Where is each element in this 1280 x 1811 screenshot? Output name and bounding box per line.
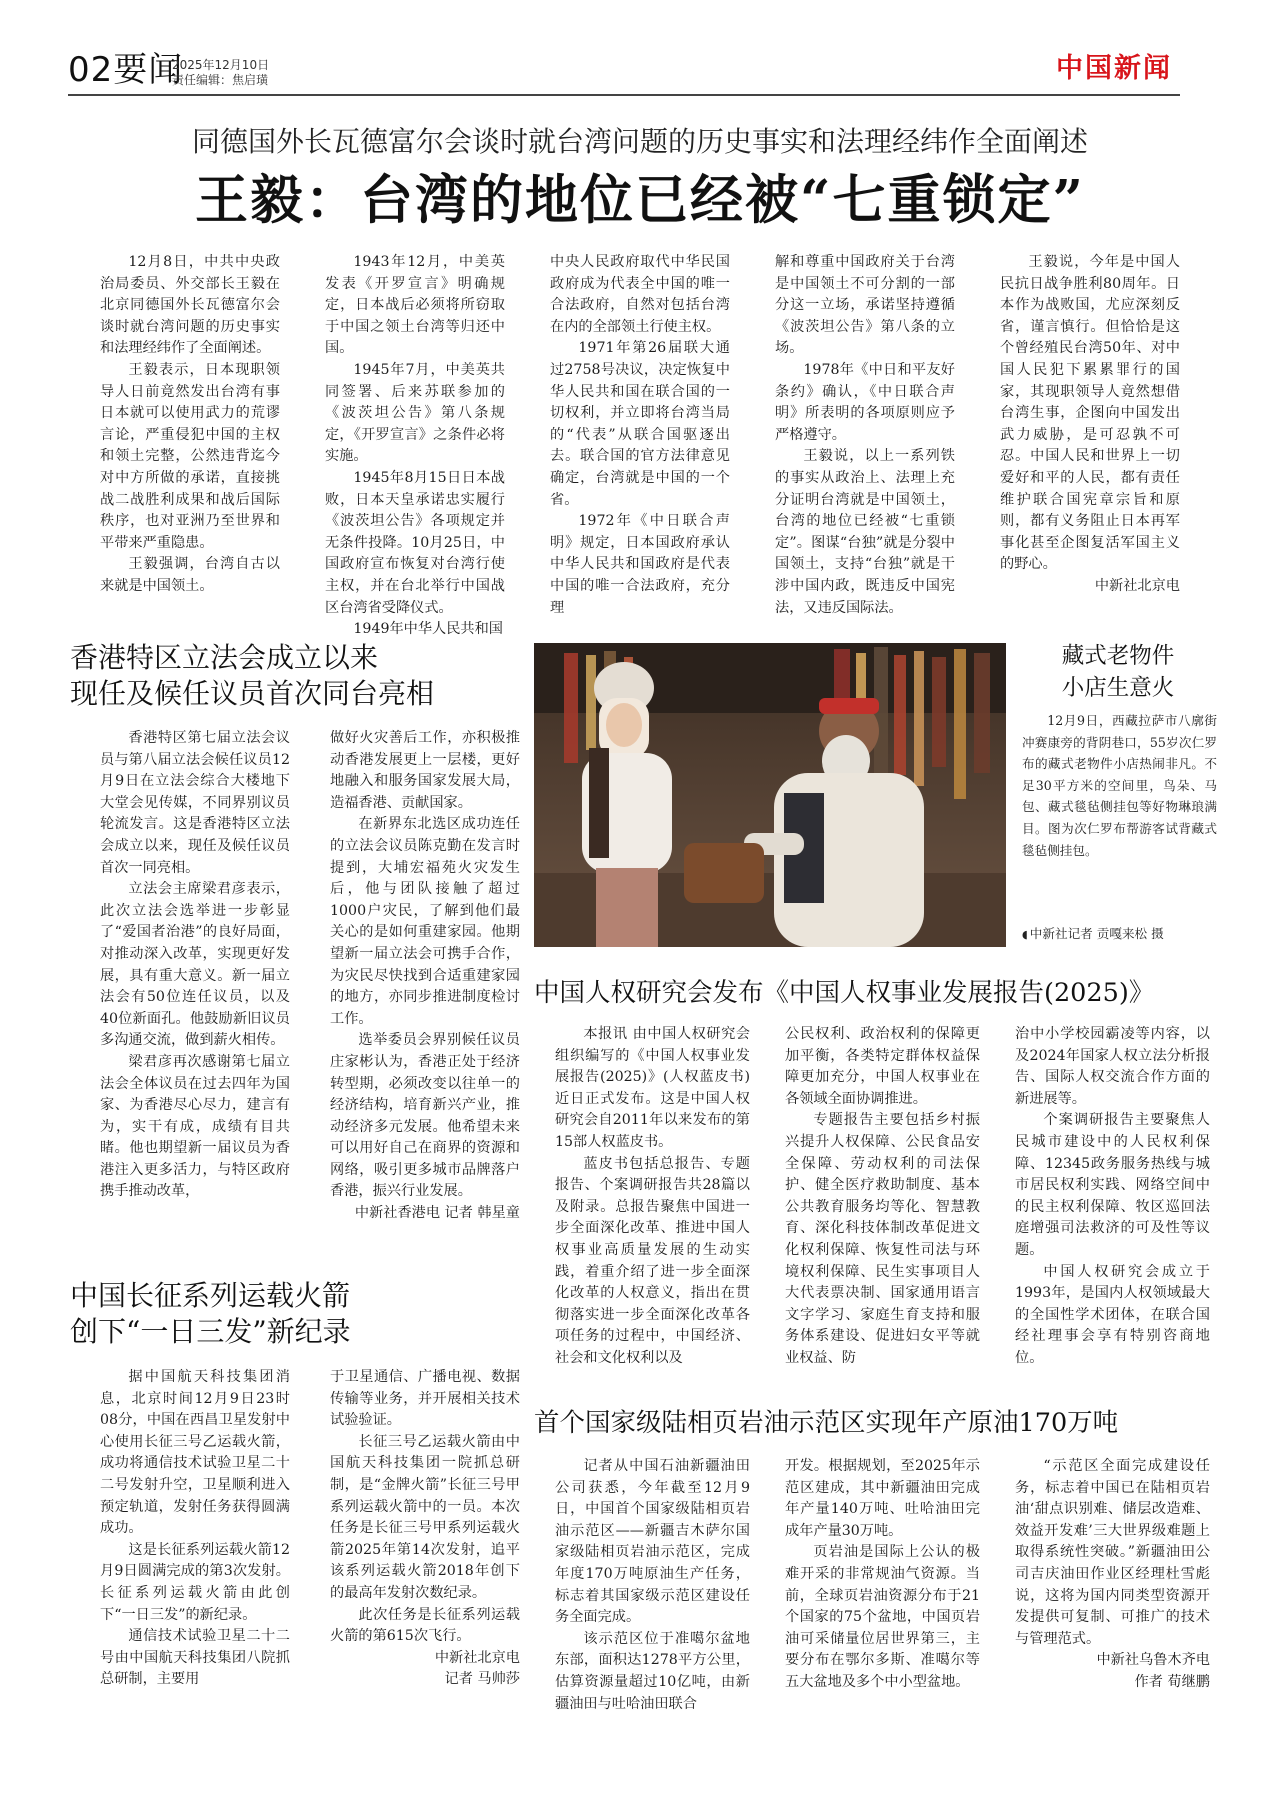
article-paragraph: 于卫星通信、广播电视、数据传输等业务，并开展相关技术试验验证。: [330, 1369, 520, 1429]
lm-column: [100, 1367, 290, 1742]
article-byline: 作者 荀继鹏: [1134, 1673, 1210, 1690]
article-byline: 中新社北京电: [434, 1649, 520, 1666]
article-paragraph: 王毅说，今年是中国人民抗日战争胜利80周年。日本作为战败国，尤应深刻反省，谨言慎行。但恰恰是这个曾经殖民台湾50年、对中国人民犯下累累罪行的国家，其现职领导人竟然想借台湾生事，企图向中国发出武力威胁，是可忍孰不可忍。中国人民和世界上一切爱好和平的人民，都有责任维护联合国宪章宗旨和原则，都有义务阻止日本再军事化甚至企图复活军国主义的野心。: [1000, 254, 1180, 573]
photo-credit: [1022, 925, 1217, 944]
section-name: 要闻: [113, 50, 184, 90]
lead-headline: 王毅：台湾的地位已经被“七重锁定”: [195, 169, 1085, 231]
article-paragraph: 解和尊重中国政府关于台湾是中国领土不可分割的一部分这一立场，承诺坚持遵循《波茨坦公告》第八条的立场。: [775, 254, 955, 357]
issue-date: 2025年12月10日: [172, 58, 270, 72]
lead-kicker: 同德国外长瓦德富尔会谈时就台湾问题的历史事实和法理经纬作全面阐述: [191, 125, 1088, 158]
shale-oil-article-title: 首个国家级陆相页岩油示范区实现年产原油170万吨: [534, 1408, 1119, 1438]
article-paragraph: 1949年中华人民共和国: [353, 621, 503, 638]
lead-column: [1000, 252, 1180, 612]
photo-title: [1018, 640, 1218, 704]
article-byline: 中新社北京电: [1094, 577, 1180, 594]
article-paragraph: 1971年第26届联大通过2758号决议，决定恢复中华人民共和国在联合国的一切权利，并立即将台湾当局的“代表”从联合国驱逐出去。联合国的官方法律意见确定，台湾就是中国的一个省。: [550, 340, 730, 508]
article-paragraph: 在新界东北选区成功连任的立法会议员陈克勤在发言时提到，大埔宏福苑火灾发生后，他与团队接触了超过1000户灾民，了解到他们最关心的是如何重建家园。他期望新一届立法会可携手合作，为灾民尽快找到合适重建家园的地方，亦同步推进制度检讨工作。: [330, 816, 520, 1027]
long-march-title-line1: 中国长征系列运载火箭: [70, 1279, 351, 1312]
newspaper-brand: 中国新闻: [1056, 53, 1172, 84]
article-paragraph: 1945年7月，中美英共同签署、后来苏联参加的《波茨坦公告》第八条规定，《开罗宣言》之条件必将实施。: [325, 361, 505, 465]
photo-title-line2: 小店生意火: [1061, 675, 1175, 701]
article-paragraph: 这是长征系列运载火箭12月9日圆满完成的第3次发射。长征系列运载火箭由此创下“一日三发”的新纪录。: [100, 1541, 290, 1623]
photo-credit-text: 中新社记者 贡嘎来松 摄: [1029, 926, 1164, 941]
article-paragraph: 治中小学校园霸凌等内容，以及2024年国家人权立法分析报告、国际人权交流合作方面的新进展等。: [1015, 1026, 1210, 1107]
photo-caption: [1022, 710, 1217, 861]
masthead-rule: [68, 94, 1180, 96]
page-number-section: [68, 50, 183, 90]
article-paragraph: 中央人民政府取代中华民国政府成为代表全中国的唯一合法政府，自然对包括台湾在内的全部领土行使主权。: [550, 254, 730, 335]
article-paragraph: 此次任务是长征系列运载火箭的第615次飞行。: [330, 1606, 520, 1645]
so-column: [785, 1456, 980, 1756]
article-paragraph: 选举委员会界别候任议员庄家彬认为，香港正处于经济转型期，必须改变以往单一的经济结构，培育新兴产业，推动经济多元发展。他希望未来可以用好自己在商界的资源和网络，吸引更多城市品牌落户香港，振兴行业发展。: [330, 1032, 520, 1200]
shale-oil-article-body: [555, 1456, 1210, 1756]
article-paragraph: 12月8日，中共中央政治局委员、外交部长王毅在北京同德国外长瓦德富尔会谈时就台湾问题的历史事实和法理经纬作了全面阐述。: [100, 254, 280, 357]
article-paragraph: 1978年《中日和平友好条约》确认，《中日联合声明》所表明的各项原则应予严格遵守。: [775, 361, 955, 443]
hk-title-line1: 香港特区立法会成立以来: [70, 641, 379, 674]
article-paragraph: 梁君彦再次感谢第七届立法会全体议员在过去四年为国家、为香港尽心尽力，建言有为，实干有成，成绩有目共睹。他也期望新一届议员为香港注入更多活力，与特区政府携手推动改革，: [100, 1053, 290, 1200]
lhasa-shop-photo: [534, 643, 1006, 947]
camera-icon: ◖: [1022, 928, 1028, 941]
hr-column: [785, 1024, 980, 1366]
article-paragraph: 做好火灾善后工作，亦积极推动香港发展更上一层楼，更好地融入和服务国家发展大局，造福香港、贡献国家。: [330, 730, 520, 811]
hk-column: [100, 728, 290, 1263]
page-number: 02: [68, 50, 114, 90]
hr-column: [1015, 1024, 1210, 1366]
article-paragraph: “示范区全面完成建设任务，标志着中国已在陆相页岩油‘甜点识别难、储层改造难、效益开发难’三大世界级难题上取得系统性突破。”新疆油田公司吉庆油田作业区经理杜雪彪说，这将为国内同类型资源开发提供可复制、可推广的技术与管理范式。: [1015, 1458, 1210, 1647]
article-paragraph: 王毅强调，台湾自古以来就是中国领土。: [100, 556, 280, 594]
lead-column: [775, 252, 955, 616]
so-column: [1015, 1456, 1210, 1756]
article-paragraph: 1972年《中日联合声明》规定，日本国政府承认中华人民共和国政府是代表中国的唯一合法政府，充分理: [550, 513, 730, 616]
article-paragraph: 王毅说，以上一系列铁的事实从政治上、法理上充分证明台湾就是中国领土，台湾的地位已经被“七重锁定”。图谋“台独”就是分裂中国领土，支持“台独”就是干涉中国内政，既违反中国宪法，又违反国际法。: [775, 448, 955, 616]
article-byline: 中新社乌鲁木齐电: [1096, 1652, 1210, 1669]
article-byline: 中新社香港电 记者 韩星童: [354, 1205, 520, 1222]
article-paragraph: 立法会主席梁君彦表示，此次立法会选举进一步彰显了“爱国者治港”的良好局面，对推动深入改革，实现更好发展，具有重大意义。新一届立法会有50位连任议员，以及40位新面孔。他鼓励新旧议员多沟通交流，做到薪火相传。: [100, 881, 290, 1049]
lm-column: [330, 1367, 520, 1742]
masthead-meta: [172, 58, 269, 88]
lead-column: [100, 252, 280, 612]
article-paragraph: 开发。根据规划，至2025年示范区建成，其中新疆油田完成年产量140万吨、吐哈油田完成年产量30万吨。: [785, 1458, 980, 1539]
so-column: [555, 1456, 750, 1756]
article-paragraph: 记者从中国石油新疆油田公司获悉，今年截至12月9日，中国首个国家级陆相页岩油示范区——新疆吉木萨尔国家级陆相页岩油示范区，完成年度170万吨原油生产任务，标志着其国家级示范区建设任务全面完成。: [555, 1458, 750, 1626]
hk-column: [330, 728, 520, 1263]
article-paragraph: 个案调研报告主要聚焦人民城市建设中的人民权利保障、12345政务服务热线与城市居民权利实践、网络空间中的民主权利保障、牧区巡回法庭增强司法救济的可及性等议题。: [1015, 1112, 1210, 1258]
hr-article-body: [555, 1024, 1210, 1366]
article-paragraph: 页岩油是国际上公认的极难开采的非常规油气资源。当前，全球页岩油资源分布于21个国家的75个盆地，中国页岩油可采储量位居世界第三，主要分布在鄂尔多斯、准噶尔等五大盆地及多个中小型盆地。: [785, 1544, 980, 1690]
lead-column: [325, 252, 505, 638]
long-march-article-body: [100, 1367, 520, 1742]
article-paragraph: 据中国航天科技集团消息，北京时间12月9日23时08分，中国在西昌卫星发射中心使用长征三号乙运载火箭，成功将通信技术试验卫星二十二号发射升空，卫星顺利进入预定轨道，发射任务获得圆满成功。: [100, 1369, 290, 1537]
article-byline: 记者 马帅莎: [444, 1671, 520, 1688]
article-paragraph: 该示范区位于准噶尔盆地东部，面积达1278平方公里，估算资源量超过10亿吨，由新疆油田与吐哈油田联合: [555, 1630, 750, 1712]
article-paragraph: 王毅表示，日本现职领导人日前竟然发出台湾有事日本就可以使用武力的荒谬言论，严重侵犯中国的主权和领土完整，公然违背迄今对中方所做的承诺，直接挑战二战胜利成果和战后国际秩序，也对亚洲乃至世界和平带来严重隐患。: [100, 361, 280, 551]
hk-title-line2: 现任及候任议员首次同台亮相: [70, 677, 435, 710]
photo-title-line1: 藏式老物件: [1061, 643, 1175, 669]
article-paragraph: 专题报告主要包括乡村振兴提升人权保障、公民食品安全保障、劳动权利的司法保护、健全医疗救助制度、基本公共教育服务均等化、智慧教育、深化科技体制改革促进文化权利保障、恢复性司法与环境权利保障、民生实事项目人大代表票决制、国家通用语言文字学习、家庭生育支持和服务体系建设、促进妇女平等就业权益、防: [785, 1112, 980, 1366]
article-paragraph: 蓝皮书包括总报告、专题报告、个案调研报告共28篇以及附录。总报告聚焦中国进一步全面深化改革、推进中国人权事业高质量发展的生动实践，着重介绍了进一步全面深化改革的人权意义，指出在贯彻落实进一步全面深化改革各项任务的过程中，中国经济、社会和文化权利以及: [555, 1155, 750, 1366]
article-paragraph: 通信技术试验卫星二十二号由中国航天科技集团八院抓总研制，主要用: [100, 1628, 290, 1688]
photo-illustration: [534, 643, 1006, 947]
lead-column: [550, 252, 730, 616]
hr-column: [555, 1024, 750, 1366]
article-paragraph: 长征三号乙运载火箭由中国航天科技集团一院抓总研制，是“金牌火箭”长征三号甲系列运载火箭中的一员。本次任务是长征三号甲系列运载火箭2025年第14次发射，追平该系列运载火箭2018年创下的最高年发射次数纪录。: [330, 1433, 520, 1601]
article-paragraph: 本报讯 由中国人权研究会组织编写的《中国人权事业发展报告(2025)》(人权蓝皮书)近日正式发布。这是中国人权研究会自2011年以来发布的第15部人权蓝皮书。: [555, 1026, 750, 1150]
hk-article-body: [100, 728, 520, 1263]
photo-caption-text: 12月9日，西藏拉萨市八廓街冲赛康旁的背阴巷口，55岁次仁罗布的藏式老物件小店热闹非凡。不足30平方米的空间里，鸟朵、马包、藏式毯毡侧挂包等好物琳琅满目。图为次仁罗布帮游客试背藏式毯毡侧挂包。: [1022, 713, 1217, 858]
hk-article-title: [70, 640, 530, 712]
article-paragraph: 1945年8月15日日本战败，日本天皇承诺忠实履行《波茨坦公告》各项规定并无条件投降。10月25日，中国政府宣布恢复对台湾行使主权，并在台北举行中国战区台湾省受降仪式。: [325, 469, 505, 616]
responsible-editor: 责任编辑：焦启璜: [172, 73, 269, 87]
lead-article-body: [100, 252, 1180, 638]
long-march-article-title: [70, 1278, 530, 1350]
hr-article-title: 中国人权研究会发布《中国人权事业发展报告(2025)》: [534, 978, 1155, 1008]
article-paragraph: 公民权利、政治权利的保障更加平衡，各类特定群体权益保障更加充分，中国人权事业在各领域全面协调推进。: [785, 1026, 980, 1107]
long-march-title-line2: 创下“一日三发”新纪录: [70, 1315, 351, 1348]
article-paragraph: 1943年12月，中美英发表《开罗宣言》明确规定，日本战后必须将所窃取于中国之领土台湾等归还中国。: [325, 254, 505, 357]
article-paragraph: 中国人权研究会成立于1993年，是国内人权领域最大的全国性学术团体，在联合国经社理事会享有特别咨商地位。: [1015, 1263, 1210, 1366]
article-paragraph: 香港特区第七届立法会议员与第八届立法会候任议员12月9日在立法会综合大楼地下大堂会见传媒，不同界别议员轮流发言。这是香港特区立法会成立以来，现任及候任议员首次一同亮相。: [100, 730, 290, 876]
